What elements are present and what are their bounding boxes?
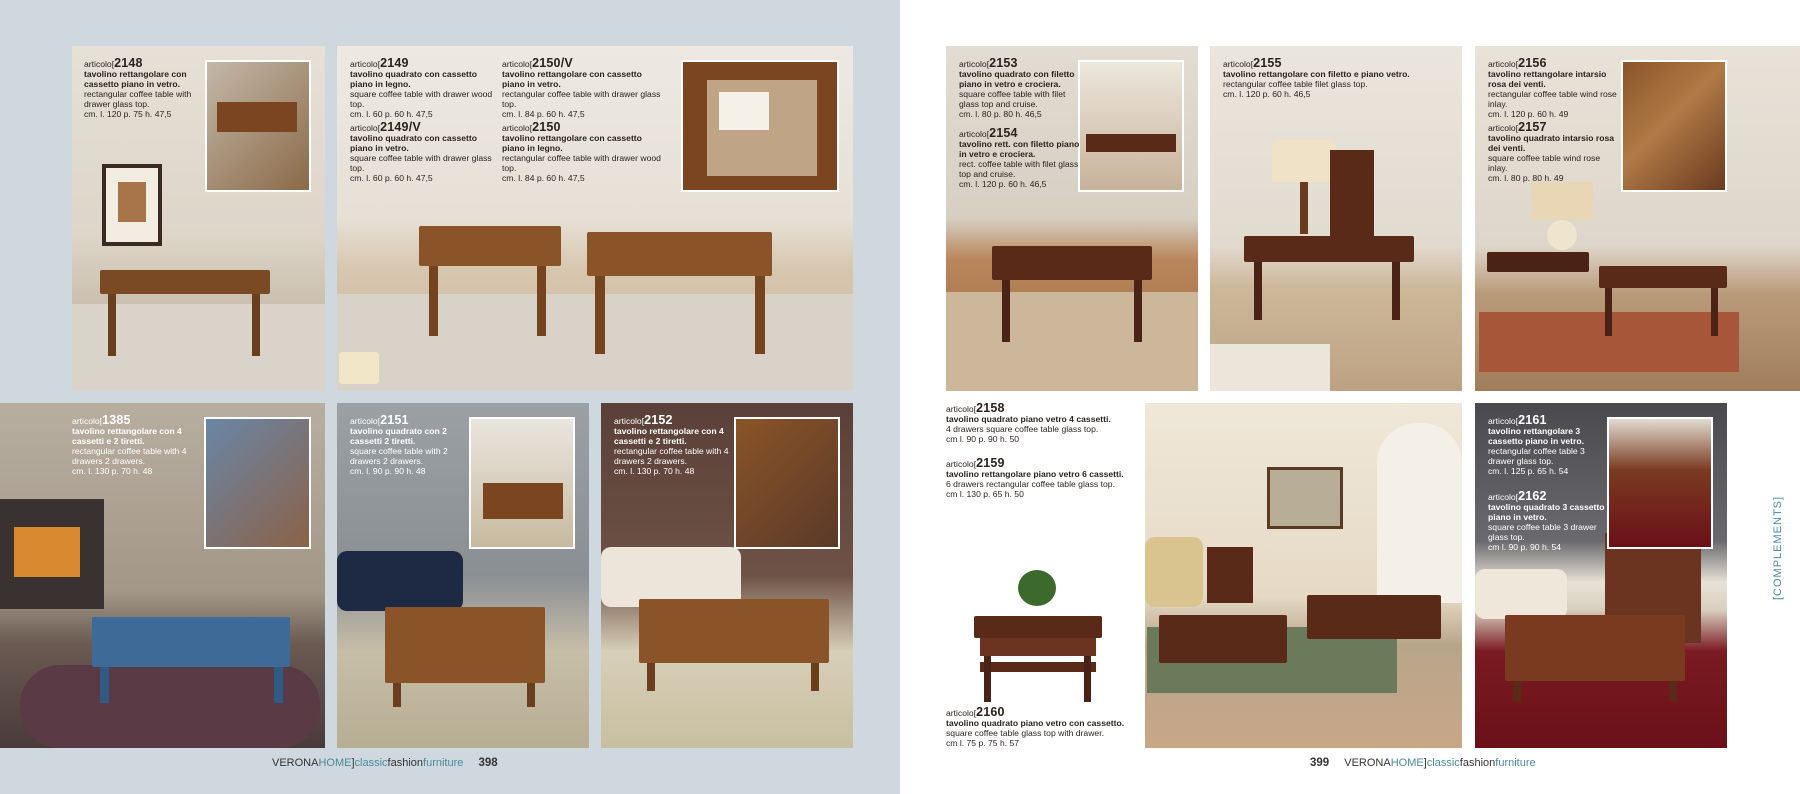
table-2156-image xyxy=(1487,252,1589,272)
caption-2150: articolo[2150 tavolino rettangolare con cassetto piano in legno. rectangular coffee table with drawer wood top. cm. l. 84 p. 60 h. 47,5 xyxy=(502,120,661,183)
page-number: 398 xyxy=(478,757,498,769)
caption-2154: articolo[2154 tavolino rett. con filetto piano in vetro e crociera. rect. coffee table with filet glass top and cruise. cm. l. 120 p. 60 h. 46,5 xyxy=(959,126,1080,189)
table-2158-image xyxy=(1159,615,1287,663)
caption-2159: articolo[2159 tavolino rettangolare piano vetro 6 cassetti. 6 drawers rectangular coffee table glass top. cm l. 130 p. 65 h. 50 xyxy=(946,456,1124,499)
inset-photo-wind-rose-inlay xyxy=(1621,60,1727,192)
rug xyxy=(946,292,1198,391)
section-tab-complements: [COMPLEMENTS] xyxy=(1772,495,1784,600)
footer-left: VERONAHOME]classicfashionfurniture 398 xyxy=(272,757,498,769)
photo-panel-1385 xyxy=(0,403,325,748)
table-2159-image xyxy=(1307,595,1441,639)
photo-panel-2161-2162 xyxy=(1475,403,1727,748)
photo-panel-2156-2157 xyxy=(1475,46,1800,391)
inset-photo-drawer-2161 xyxy=(1607,417,1713,549)
table-2149-image xyxy=(419,226,561,266)
table-2155-image xyxy=(1244,236,1414,262)
picture-frame xyxy=(102,164,162,246)
table-2148-image xyxy=(100,270,270,294)
magazine xyxy=(1210,344,1330,391)
caption-2150V: articolo[2150/V tavolino rettangolare con cassetto piano in vetro. rectangular coffee table with drawer glass top. cm. l. 84 p. 60 h. 47,5 xyxy=(502,56,661,119)
lamp-base xyxy=(1547,220,1577,250)
table-2152-image xyxy=(639,599,829,663)
caption-2148: articolo[2148 tavolino rettangolare con cassetto piano in vetro. rectangular coffee table with drawer glass top. cm. l. 120 p. 75 h. 47,5 xyxy=(84,56,192,119)
photo-panel-2148 xyxy=(72,46,325,391)
photo-panel-2153-2154 xyxy=(946,46,1198,391)
inset-photo-drawer-2148 xyxy=(205,60,311,192)
lamp-shade xyxy=(1272,140,1336,182)
photo-panel-living-room xyxy=(1145,403,1462,748)
inset-photo-2154 xyxy=(1078,60,1184,192)
vitrine-cabinet xyxy=(1330,150,1374,240)
caption-2152: articolo[2152 tavolino rettangolare con 4 cassetti e 2 tiretti. rectangular coffee table with 4 drawers 2 drawers. cm. l. 130 p. 70 h. 48 xyxy=(614,413,729,476)
product-photo-2160 xyxy=(970,570,1106,710)
wall-painting xyxy=(1267,467,1343,529)
inset-photo-drawer-1385 xyxy=(204,417,311,549)
inset-photo-book-2150 xyxy=(681,60,839,192)
caption-2151: articolo[2151 tavolino quadrato con 2 cassetti 2 tiretti. square coffee table with 2 drawers 2 drawers. cm. l. 90 p. 90 h. 48 xyxy=(350,413,448,476)
lamp-base xyxy=(1300,182,1308,234)
photo-panel-2151 xyxy=(337,403,589,748)
caption-2162: articolo[2162 tavolino quadrato 3 cassetto piano in vetro. square coffee table 3 drawer glass top. cm l. 90 p. 90 h. 54 xyxy=(1488,489,1605,552)
caption-2158: articolo[2158 tavolino quadrato piano vetro 4 cassetti. 4 drawers square coffee table glass top. cm l. 90 p. 90 h. 50 xyxy=(946,401,1111,444)
cabinet xyxy=(1207,547,1253,603)
armchair xyxy=(1145,537,1203,607)
caption-2157: articolo[2157 tavolino quadrato intarsio rosa dei venti. square coffee table wind rose inlay. cm. l. 80 p. 80 h. 49 xyxy=(1488,120,1615,183)
page-number: 399 xyxy=(1310,757,1330,769)
caption-2160: articolo[2160 tavolino quadrato piano vetro con cassetto. square coffee table glass top with drawer. cm l. 75 p. 75 h. 57 xyxy=(946,705,1125,748)
caption-2156: articolo[2156 tavolino rettangolare intarsio rosa dei venti. rectangular coffee table wind rose inlay. cm. l. 120 p. 60 h. 49 xyxy=(1488,56,1617,119)
lamp-shade xyxy=(1531,182,1593,220)
inset-photo-2151 xyxy=(469,417,575,549)
table-1385-image xyxy=(92,617,290,667)
caption-2161: articolo[2161 tavolino rettangolare 3 cassetto piano in vetro. rectangular coffee table 3 drawer glass top. cm. l. 125 p. 65 h. 54 xyxy=(1488,413,1585,476)
caption-2149V: articolo[2149/V tavolino quadrato con cassetto piano in vetro. square coffee table with drawer glass top. cm. l. 60 p. 60 h. 47,5 xyxy=(350,120,492,183)
photo-panel-2152 xyxy=(601,403,853,748)
sofa xyxy=(601,547,741,607)
fireplace xyxy=(0,499,104,609)
footer-right: 399 VERONAHOME]classicfashionfurniture xyxy=(1310,757,1536,769)
sofa xyxy=(337,551,463,611)
inset-photo-drawer-2152 xyxy=(734,417,840,549)
window-arch xyxy=(1377,423,1462,603)
plant xyxy=(1018,570,1056,606)
photo-panel-2155 xyxy=(1210,46,1462,391)
caption-2153: articolo[2153 tavolino quadrato con filetto piano in vetro e crociera. square coffee table with filet glass top and cruise. cm. l. 80 p. 80 h. 46,5 xyxy=(959,56,1075,119)
table-2150-image xyxy=(587,232,772,276)
table-2153-image xyxy=(992,246,1152,280)
table-2157-image xyxy=(1599,266,1727,288)
photo-panel-2149-2150 xyxy=(337,46,853,391)
caption-2149: articolo[2149 tavolino quadrato con cassetto piano in legno. square coffee table with drawer wood top. cm. l. 60 p. 60 h. 47,5 xyxy=(350,56,493,119)
caption-1385: articolo[1385 tavolino rettangolare con 4 cassetti e 2 tiretti. rectangular coffee table with 4 drawers 2 drawers. cm. l. 130 p. 70 h. 48 xyxy=(72,413,187,476)
candles xyxy=(339,352,379,384)
table-2151-image xyxy=(385,607,545,683)
caption-2155: articolo[2155 tavolino rettangolare con filetto e piano vetro. rectangular coffee table filet glass top. cm. l. 120 p. 60 h. 46,5 xyxy=(1223,56,1410,99)
table-2161-image xyxy=(1505,615,1685,681)
sofa xyxy=(1475,569,1567,619)
